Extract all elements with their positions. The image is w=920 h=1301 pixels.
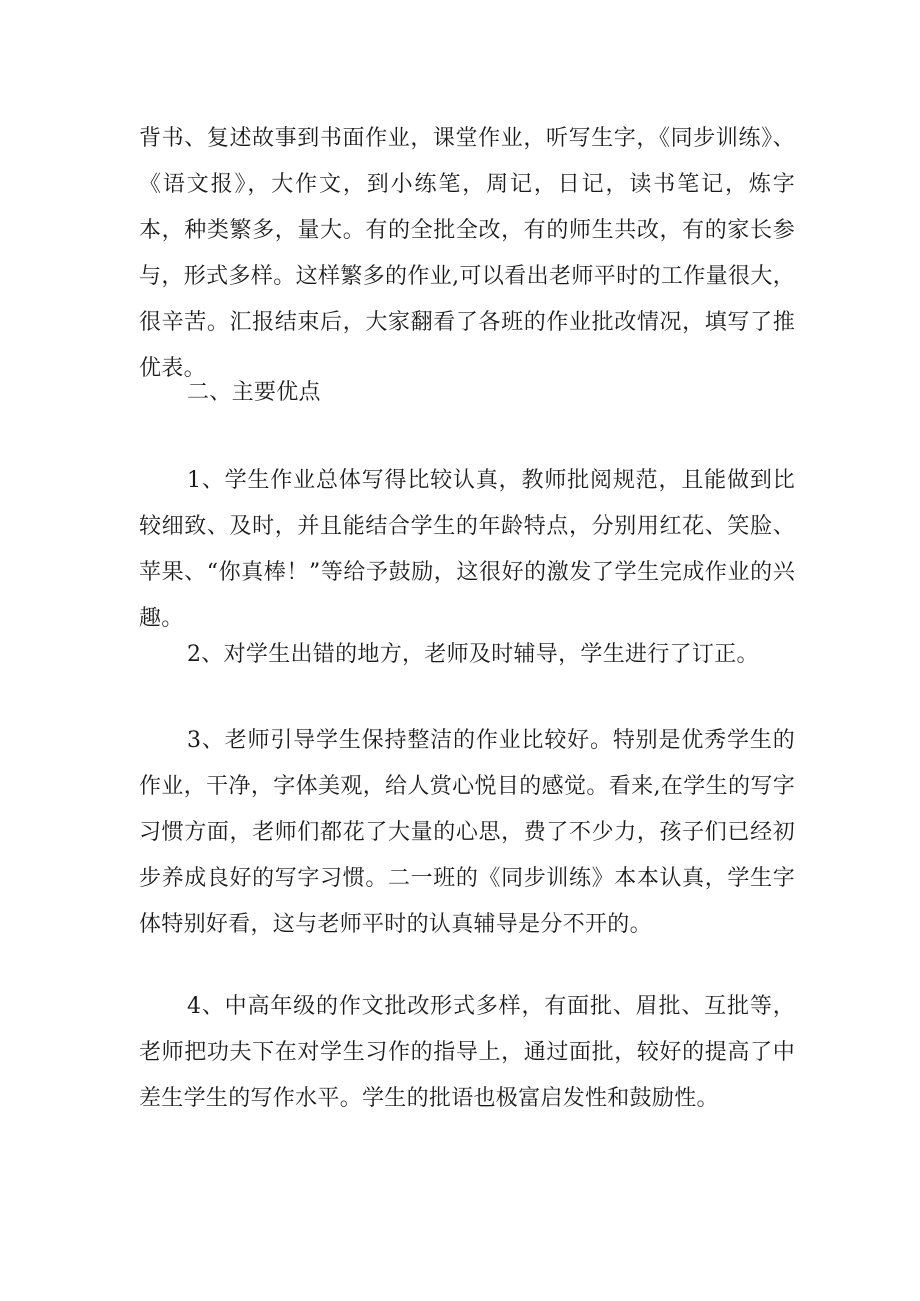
paragraph-point-1: 1、学生作业总体写得比较认真，教师批阅规范，且能做到比较细致、及时，并且能结合学生的年龄特点，分别用红花、笑脸、苹果、“你真棒！”等给予鼓励，这很好的激发了学生完成作业的兴趣。	[139, 468, 795, 631]
paragraph-point-3: 3、老师引导学生保持整洁的作业比较好。特别是优秀学生的作业，干净，字体美观，给人赏心悦目的感觉。看来,在学生的写字习惯方面，老师们都花了大量的心思，费了不少力，孩子们已经初步养成良好的写字习惯。二一班的《同步训练》本本认真，学生字体特别好看，这与老师平时的认真辅导是分不开的。	[139, 728, 795, 937]
paragraph-point-4: 4、中高年级的作文批改形式多样，有面批、眉批、互批等，老师把功夫下在对学生习作的指导上，通过面批，较好的提高了中差生学生的写作水平。学生的批语也极富启发性和鼓励性。	[139, 994, 795, 1111]
paragraph-point-2: 2、对学生出错的地方，老师及时辅导，学生进行了订正。	[187, 642, 759, 667]
section-heading-main-strengths: 二、主要优点	[187, 380, 321, 405]
paragraph-homework-types: 背书、复述故事到书面作业，课堂作业，听写生字，《同步训练》、《语文报》，大作文，到小练笔，周记，日记，读书笔记，炼字本，种类繁多，量大。有的全批全改，有的师生共改，有的家长参与，形式多样。这样繁多的作业,可以看出老师平时的工作量很大，很辛苦。汇报结束后，大家翻看了各班的作业批改情况，填写了推优表。	[139, 126, 795, 381]
